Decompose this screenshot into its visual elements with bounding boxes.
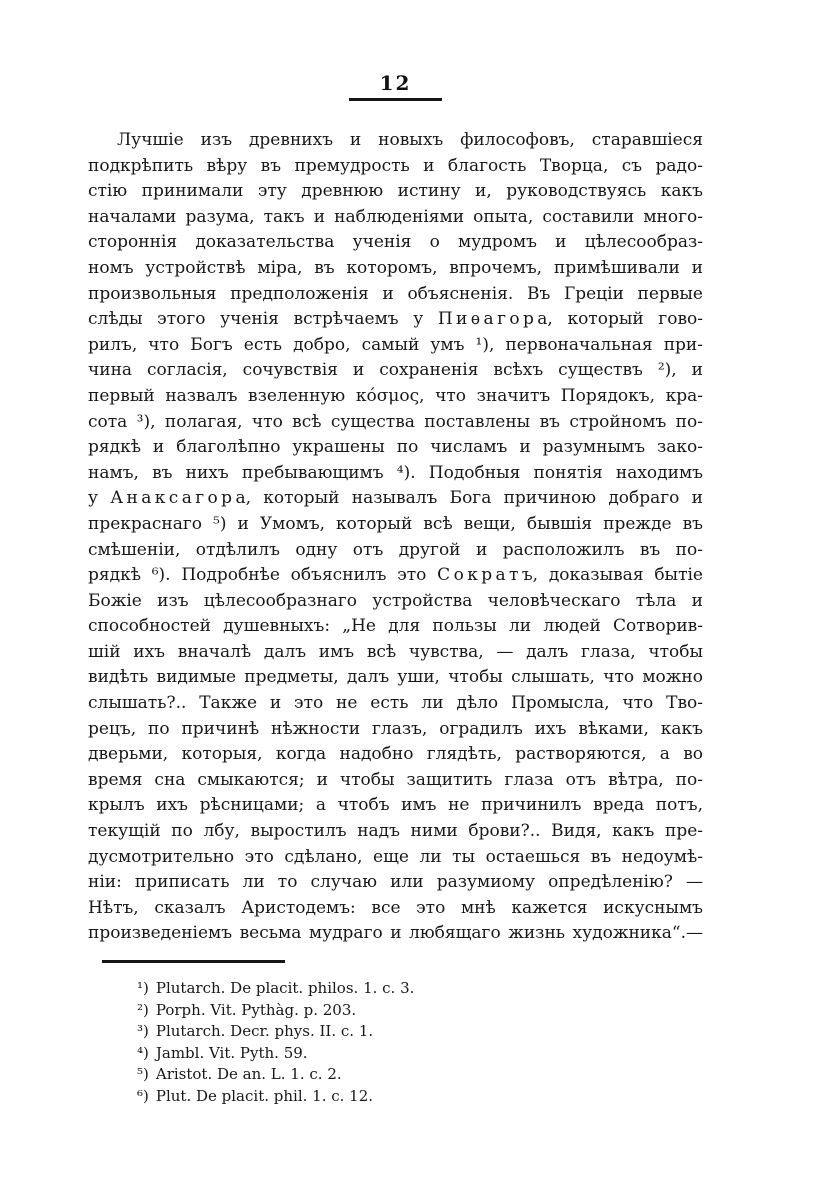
body-line: время сна смыкаются; и чтобы защитить глаза отъ вѣтра, по-: [88, 769, 703, 790]
body-text: [88, 128, 703, 947]
footnote-marker: ⁶): [137, 1086, 149, 1105]
footnote-row: [137, 978, 703, 1000]
footnote-marker: ¹): [137, 979, 149, 997]
footnote-marker: ⁴): [137, 1043, 149, 1062]
body-line: дверьми, которыя, когда надобно глядѣть, растворяются, а во: [88, 744, 703, 765]
footnote-row: [137, 1021, 703, 1043]
footnote-marker: ³): [137, 1022, 149, 1040]
body-line: дусмотрительно это сдѣлано, еще ли ты остаешься въ недоумѣ-: [88, 846, 703, 867]
body-line: сота ³), полагая, что всѣ существа поставлены въ стройномъ по-: [88, 411, 703, 432]
body-line: рецъ, по причинѣ нѣжности глазъ, оградилъ ихъ вѣками, какъ: [88, 718, 703, 739]
body-line: стію принимали эту древнюю истину и, руководствуясь какъ: [88, 181, 703, 202]
body-line: Нѣтъ, сказалъ Аристодемъ: все это мнѣ кажется искуснымъ: [88, 897, 703, 918]
page-number: 12: [379, 71, 412, 95]
text-block: [88, 0, 703, 1107]
body-line: началами разума, такъ и наблюденіями опыта, составили много-: [88, 206, 703, 227]
body-line: слышать?.. Также и это не есть ли дѣло Промысла, что Тво-: [88, 693, 703, 714]
footnote-text: Plutarch. De placit. philos. 1. c. 3.: [155, 979, 415, 997]
body-line: слѣды этого ученія встрѣчаемъ у П и ѳ а г о р а, который гово-: [88, 309, 703, 330]
body-line: текущій по лбу, выростилъ надъ ними брови?.. Видя, какъ пре-: [88, 821, 703, 842]
body-line: чина согласія, сочувствія и сохраненія всѣхъ существъ ²), и: [88, 360, 703, 381]
body-line: рядкѣ и благолѣпно украшены по числамъ и разумнымъ зако-: [88, 437, 703, 458]
body-line: у А н а к с а г о р а, который называлъ Бога причиною добраго и: [88, 488, 703, 509]
footnote-separator-rule: [102, 960, 285, 963]
body-line: произвольныя предположенія и объясненія. Въ Греціи первые: [88, 283, 703, 304]
footnote-text: Jambl. Vit. Pyth. 59.: [155, 1043, 308, 1062]
footnote-text: Plutarch. Decr. phys. II. c. 1.: [155, 1022, 374, 1040]
page-header: [88, 0, 703, 101]
footnote-row: [137, 1043, 703, 1065]
body-line: Лучшіе изъ древнихъ и новыхъ философовъ, старавшіеся: [117, 130, 703, 150]
footnotes: [88, 978, 703, 1107]
body-line: прекраснаго ⁵) и Умомъ, который всѣ вещи, бывшія прежде въ: [88, 513, 703, 534]
body-line: подкрѣпить вѣру въ премудрость и благость Творца, съ радо-: [88, 155, 703, 176]
body-line: стороннія доказательства ученія о мудромъ и цѣлесообраз-: [88, 232, 703, 253]
body-line: видѣть видимые предметы, далъ уши, чтобы слышать, что можно: [88, 667, 703, 688]
body-line: рядкѣ ⁶). Подробнѣе объяснилъ это С о к р а т ъ, доказывая бытіе: [88, 565, 703, 586]
body-line: смѣшеніи, отдѣлилъ одну отъ другой и расположилъ въ по-: [88, 539, 703, 560]
page-number-rule: [349, 98, 442, 101]
footnote-text: Porph. Vit. Pythàg. p. 203.: [155, 1000, 357, 1019]
footnote-row: [137, 1064, 703, 1086]
footnote-row: [137, 1086, 703, 1108]
footnote-marker: ²): [137, 1000, 149, 1019]
body-line: шій ихъ вначалѣ далъ имъ всѣ чувства, — далъ глаза, чтобы: [88, 641, 703, 662]
footnote-row: [137, 1000, 703, 1022]
body-line: произведеніемъ весьма мудраго и любящаго жизнь художника“.—: [88, 923, 703, 944]
footnote-marker: ⁵): [137, 1065, 149, 1083]
body-line: способностей душевныхъ: „Не для пользы ли людей Сотворив-: [88, 616, 703, 637]
body-line: номъ устройствѣ міра, въ которомъ, впрочемъ, примѣшивали и: [88, 257, 703, 278]
body-line: ніи: приписать ли то случаю или разумиому опредѣленію? —: [88, 872, 703, 893]
body-line: крылъ ихъ рѣсницами; а чтобъ имъ не причинилъ вреда потъ,: [88, 795, 703, 816]
footnote-text: Aristot. De an. L. 1. c. 2.: [155, 1065, 342, 1083]
body-line: рилъ, что Богъ есть добро, самый умъ ¹), первоначальная при-: [88, 334, 703, 355]
body-line: первый назвалъ взеленную κόσμος, что значитъ Порядокъ, кра-: [88, 385, 703, 406]
body-line: Божіе изъ цѣлесообразнаго устройства человѣческаго тѣла и: [88, 590, 703, 611]
footnote-text: Plut. De placit. phil. 1. c. 12.: [155, 1086, 374, 1105]
body-line: намъ, въ нихъ пребывающимъ ⁴). Подобныя понятія находимъ: [88, 462, 703, 483]
